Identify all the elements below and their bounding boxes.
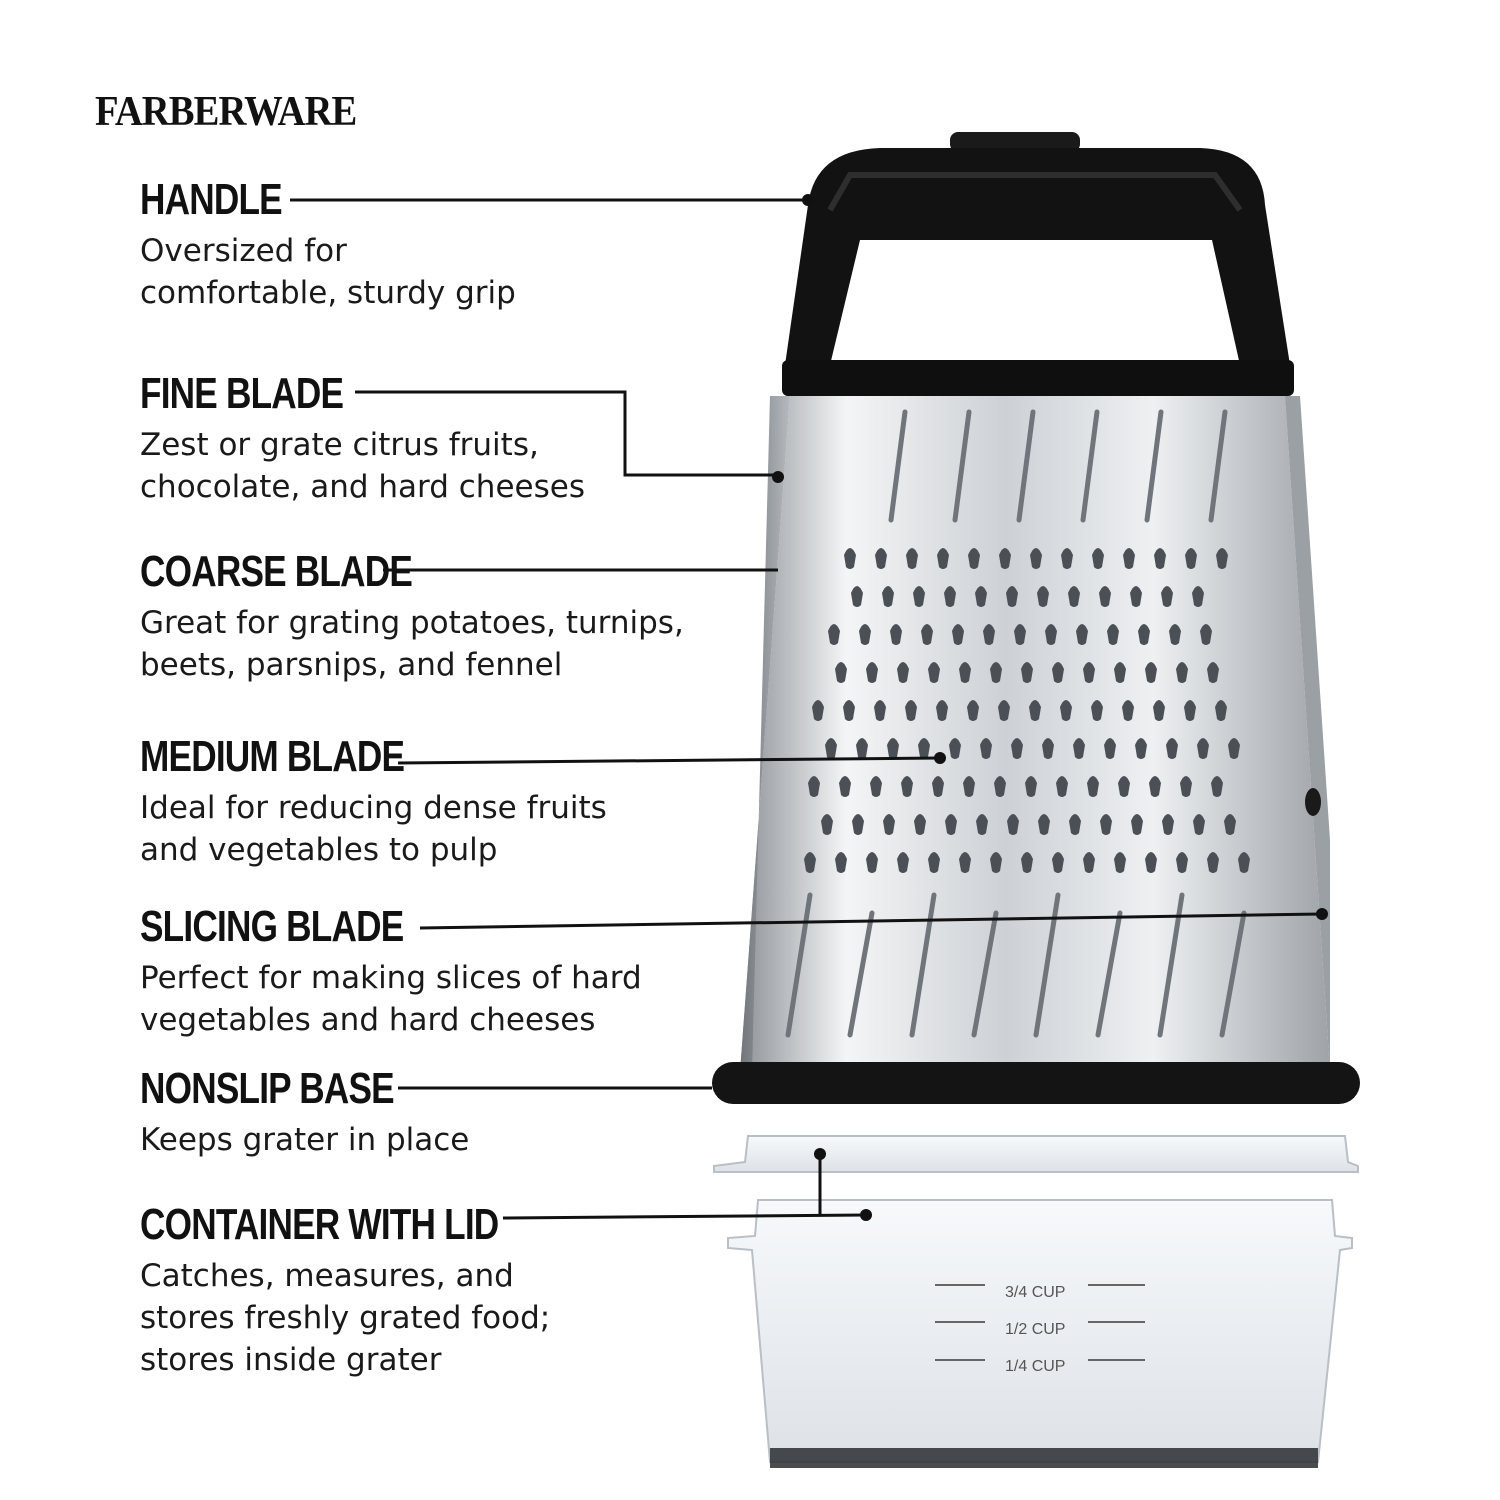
container (728, 1200, 1352, 1468)
cup-mark-half: 1/2 CUP (1005, 1321, 1066, 1338)
feature-container-with-lid (140, 1200, 588, 1381)
feature-title: CONTAINER WITH LID (140, 1200, 499, 1249)
feature-description: Oversized for comfortable, sturdy grip (140, 233, 516, 311)
feature-description: Great for grating potatoes, turnips, beets, parsnips, and fennel (140, 605, 684, 683)
feature-medium-blade (140, 732, 607, 871)
cup-mark-quarter: 1/4 CUP (1005, 1358, 1066, 1375)
feature-title: SLICING BLADE (140, 902, 404, 951)
feature-description: Perfect for making slices of hard vegetables and hard cheeses (140, 960, 642, 1038)
nonslip-base (712, 1062, 1360, 1104)
feature-nonslip-base (140, 1064, 470, 1161)
feature-title: COARSE BLADE (140, 547, 413, 596)
container-lid (714, 1136, 1358, 1172)
feature-title: HANDLE (140, 175, 282, 224)
feature-title: MEDIUM BLADE (140, 732, 405, 781)
brand-logo: FARBERWARE (95, 89, 357, 135)
handle (782, 132, 1294, 396)
feature-description: Ideal for reducing dense fruits and vegetables to pulp (140, 790, 607, 868)
feature-title: NONSLIP BASE (140, 1064, 394, 1113)
feature-title: FINE BLADE (140, 369, 344, 418)
feature-handle (140, 175, 516, 314)
feature-coarse-blade (140, 547, 684, 686)
feature-slicing-blade (140, 902, 642, 1041)
feature-description: Catches, measures, and stores freshly grated food; stores inside grater (140, 1258, 551, 1378)
grater-body (740, 396, 1330, 1072)
feature-description: Zest or grate citrus fruits, chocolate, and hard cheeses (140, 427, 585, 505)
feature-fine-blade (140, 369, 585, 508)
cup-mark-three-quarter: 3/4 CUP (1005, 1284, 1066, 1301)
feature-description: Keeps grater in place (140, 1122, 470, 1158)
